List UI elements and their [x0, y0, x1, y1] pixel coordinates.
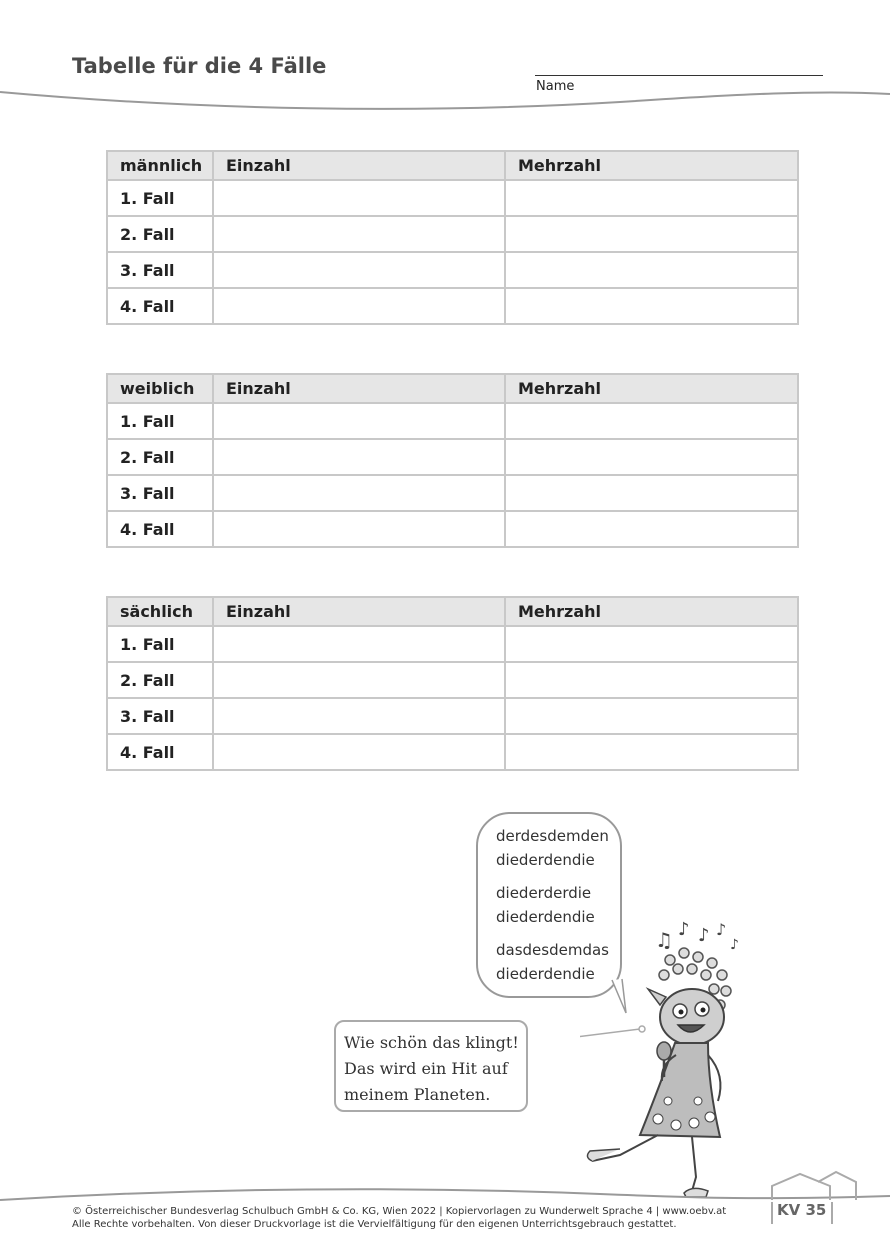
plural-header: Mehrzahl [505, 597, 798, 626]
plural-cell[interactable] [505, 252, 798, 288]
plural-cell[interactable] [505, 698, 798, 734]
plural-cell[interactable] [505, 439, 798, 475]
speech-line: Wie schön das klingt! [344, 1033, 519, 1052]
speech-line: Das wird ein Hit auf [344, 1059, 508, 1078]
plural-cell[interactable] [505, 403, 798, 439]
plural-cell[interactable] [505, 180, 798, 216]
singular-cell[interactable] [213, 698, 505, 734]
plural-cell[interactable] [505, 288, 798, 324]
plural-cell[interactable] [505, 662, 798, 698]
table-row [107, 403, 798, 439]
table-header-row [107, 151, 798, 180]
song-verse-1 [496, 824, 620, 872]
case-label: 4. Fall [107, 288, 213, 324]
svg-text:♫: ♫ [655, 928, 673, 952]
case-label: 4. Fall [107, 511, 213, 547]
singular-cell[interactable] [213, 216, 505, 252]
page-code: KV 35 [777, 1201, 827, 1219]
speech-line: meinem Planeten. [344, 1085, 491, 1104]
plural-cell[interactable] [505, 626, 798, 662]
speech-bubble [334, 1020, 528, 1112]
singular-cell[interactable] [213, 288, 505, 324]
song-line: diederdendie [496, 965, 595, 983]
copyright-notice [72, 1205, 726, 1231]
case-label: 2. Fall [107, 216, 213, 252]
table-row [107, 734, 798, 770]
table-row [107, 475, 798, 511]
svg-text:♪: ♪ [716, 920, 727, 939]
table-header-row [107, 374, 798, 403]
table-row [107, 698, 798, 734]
singular-header: Einzahl [213, 597, 505, 626]
gender-header: weiblich [107, 374, 213, 403]
song-line: derdesdemden [496, 827, 609, 845]
table-row [107, 511, 798, 547]
singular-cell[interactable] [213, 626, 505, 662]
gender-header: männlich [107, 151, 213, 180]
singular-cell[interactable] [213, 252, 505, 288]
table-row [107, 180, 798, 216]
case-label: 4. Fall [107, 734, 213, 770]
case-label: 1. Fall [107, 180, 213, 216]
table-row [107, 216, 798, 252]
gender-header: sächlich [107, 597, 213, 626]
song-line: diederdendie [496, 851, 595, 869]
case-label: 3. Fall [107, 698, 213, 734]
table-row [107, 252, 798, 288]
plural-cell[interactable] [505, 511, 798, 547]
singular-cell[interactable] [213, 511, 505, 547]
plural-cell[interactable] [505, 734, 798, 770]
case-label: 3. Fall [107, 252, 213, 288]
svg-text:♪: ♪ [678, 919, 690, 940]
singular-cell[interactable] [213, 180, 505, 216]
singular-header: Einzahl [213, 374, 505, 403]
singular-cell[interactable] [213, 475, 505, 511]
singular-cell[interactable] [213, 439, 505, 475]
table-saechlich [106, 596, 799, 771]
singular-header: Einzahl [213, 151, 505, 180]
table-row [107, 662, 798, 698]
name-line [535, 75, 823, 76]
table-header-row [107, 597, 798, 626]
table-row [107, 439, 798, 475]
page-title: Tabelle für die 4 Fälle [72, 54, 327, 78]
case-label: 3. Fall [107, 475, 213, 511]
table-row [107, 626, 798, 662]
case-label: 1. Fall [107, 403, 213, 439]
case-label: 2. Fall [107, 662, 213, 698]
case-label: 1. Fall [107, 626, 213, 662]
singular-cell[interactable] [213, 403, 505, 439]
table-weiblich [106, 373, 799, 548]
plural-header: Mehrzahl [505, 374, 798, 403]
copyright-line: Alle Rechte vorbehalten. Von dieser Druckvorlage ist die Vervielfältigung für den eigenen Unterrichtsgebrauch gestattet. [72, 1219, 677, 1230]
svg-text:♪: ♪ [698, 925, 710, 946]
singing-creature-illustration [580, 905, 760, 1200]
copyright-line: © Österreichischer Bundesverlag Schulbuch GmbH & Co. KG, Wien 2022 | Kopiervorlagen zu Wunderwelt Sprache 4 | www.oebv.at [72, 1206, 727, 1217]
case-label: 2. Fall [107, 439, 213, 475]
singular-cell[interactable] [213, 734, 505, 770]
plural-cell[interactable] [505, 216, 798, 252]
plural-cell[interactable] [505, 475, 798, 511]
song-line: dasdesdemdas [496, 941, 609, 959]
song-line: diederdendie [496, 908, 595, 926]
name-label: Name [536, 79, 575, 94]
singular-cell[interactable] [213, 662, 505, 698]
plural-header: Mehrzahl [505, 151, 798, 180]
table-maennlich [106, 150, 799, 325]
header-wave-decoration [0, 80, 890, 114]
song-line: diederderdie [496, 884, 592, 902]
table-row [107, 288, 798, 324]
svg-text:♪: ♪ [730, 937, 739, 953]
